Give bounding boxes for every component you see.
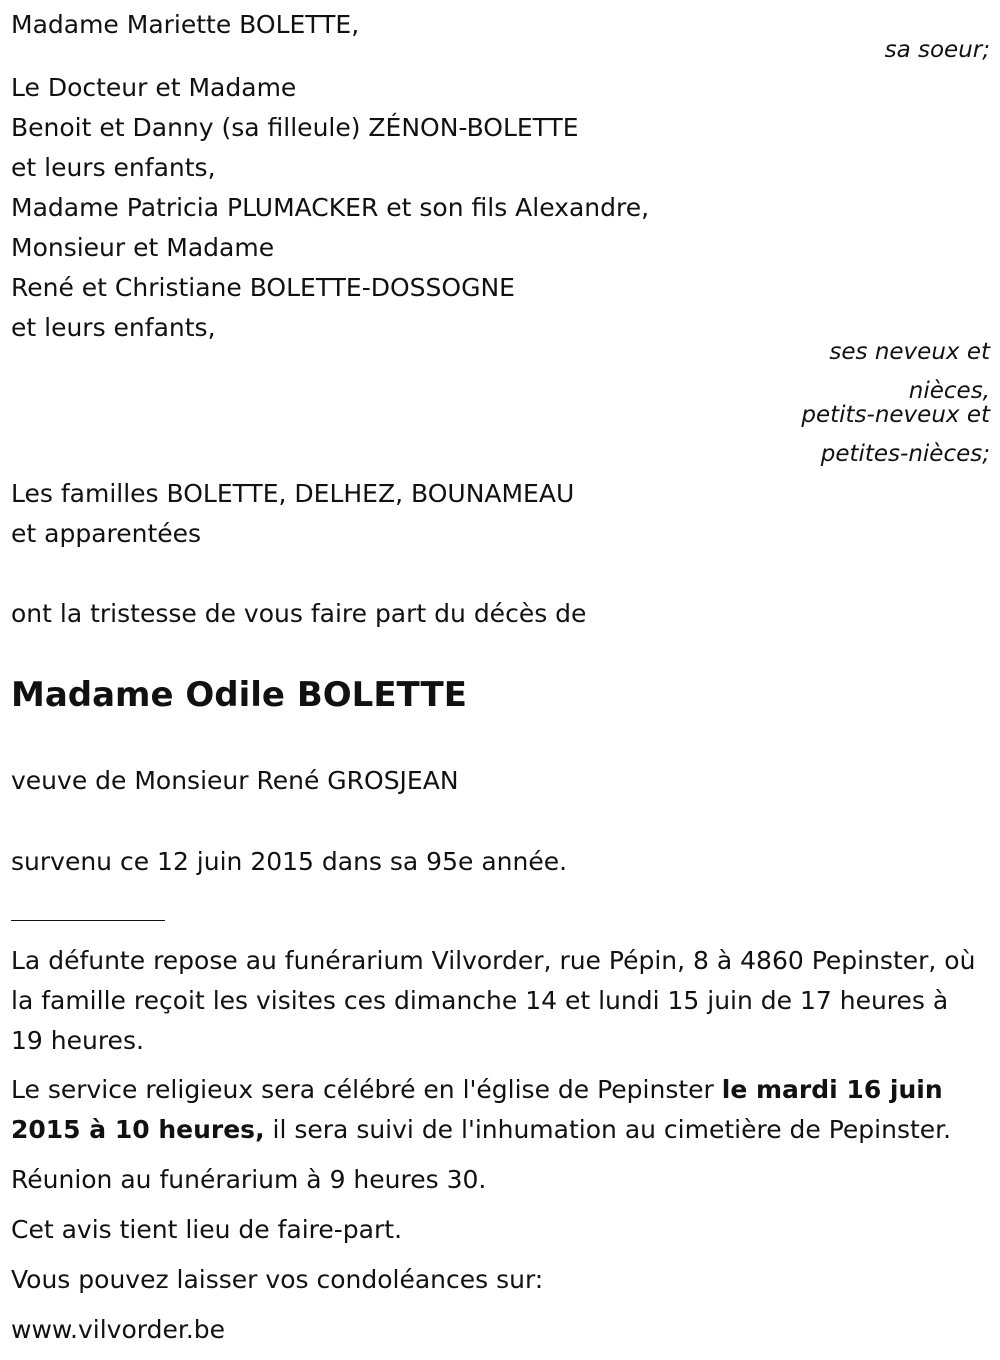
sister-name: Madame Mariette BOLETTE,	[11, 10, 360, 39]
nephews-role-line: ses neveux et	[829, 339, 990, 365]
families-line: Les familles BOLETTE, DELHEZ, BOUNAMEAU	[11, 479, 575, 508]
service-info	[11, 1070, 986, 1150]
relative-line: Le Docteur et Madame	[11, 73, 297, 102]
families-line: et apparentées	[11, 519, 202, 548]
relative-line: Benoit et Danny (sa filleule) ZÉNON-BOLETTE	[11, 113, 579, 142]
divider	[11, 920, 165, 921]
service-date: le mardi 16 juin 2015 à 10 heures,	[11, 1075, 943, 1144]
sister-role: sa soeur;	[884, 37, 990, 63]
website-link[interactable]: www.vilvorder.be	[11, 1315, 226, 1344]
relative-line: et leurs enfants,	[11, 313, 216, 342]
notice-info: Cet avis tient lieu de faire-part.	[11, 1215, 403, 1244]
nephews-role-line: nièces,	[908, 378, 990, 404]
relative-line: Madame Patricia PLUMACKER et son fils Alexandre,	[11, 193, 650, 222]
announcement: ont la tristesse de vous faire part du décès de	[11, 599, 587, 628]
service-text-after: il sera suivi de l'inhumation au cimetière de Pepinster.	[264, 1115, 952, 1144]
relative-line: Monsieur et Madame	[11, 233, 275, 262]
condolences-info: Vous pouvez laisser vos condoléances sur:	[11, 1265, 544, 1294]
meeting-info: Réunion au funérarium à 9 heures 30.	[11, 1165, 487, 1194]
nephews-role-line: petits-neveux et	[801, 402, 990, 428]
death-info: survenu ce 12 juin 2015 dans sa 95e année.	[11, 847, 568, 876]
deceased-name: Madame Odile BOLETTE	[11, 675, 467, 715]
service-text: Le service religieux sera célébré en l'église de Pepinster	[11, 1075, 722, 1104]
relative-line: René et Christiane BOLETTE-DOSSOGNE	[11, 273, 515, 302]
widow-of: veuve de Monsieur René GROSJEAN	[11, 766, 459, 795]
nephews-role-line: petites-nièces;	[820, 441, 990, 467]
rest-place: La défunte repose au funérarium Vilvorder, rue Pépin, 8 à 4860 Pepinster, où la famille reçoit les visites ces dimanche 14 et lundi 15 juin de 17 heures à 19 heures.	[11, 946, 976, 1055]
relative-line: et leurs enfants,	[11, 153, 216, 182]
